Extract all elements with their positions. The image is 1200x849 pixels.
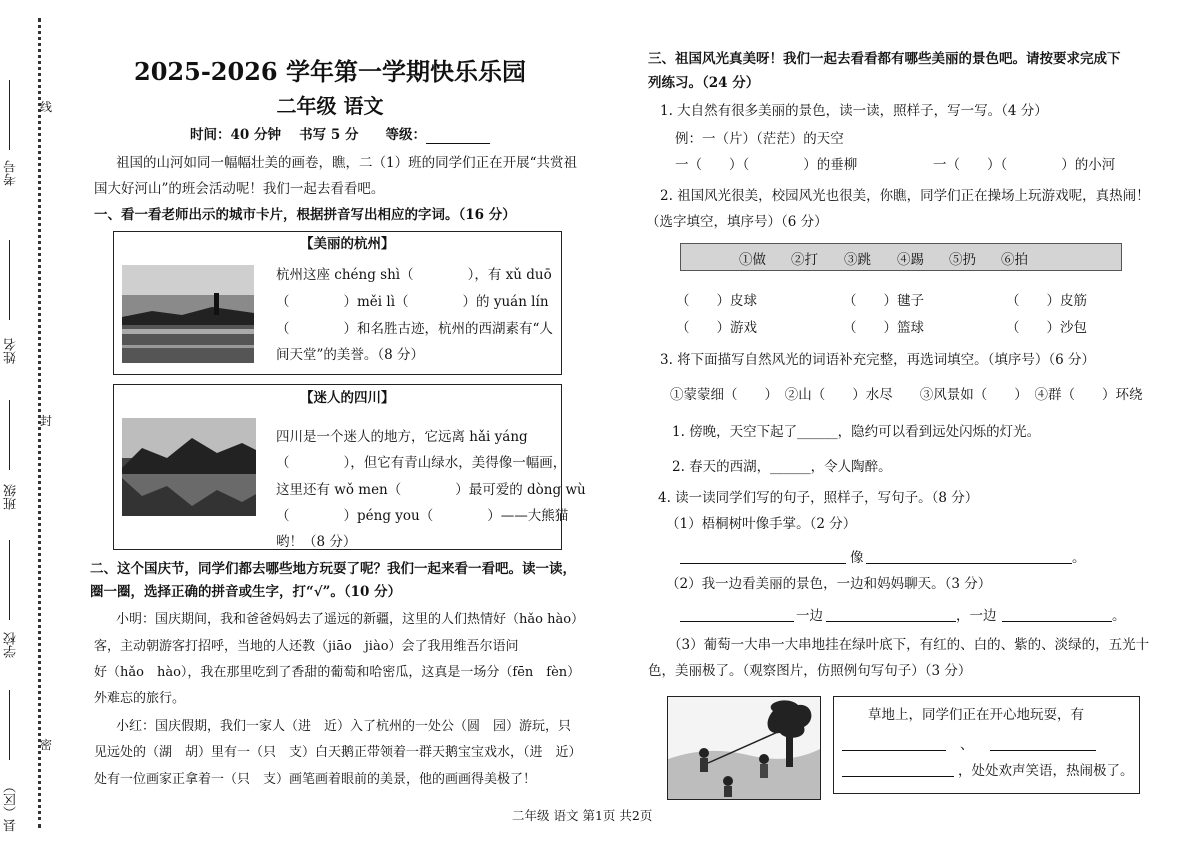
section3-heading-1: 三、祖国风光真美呀！我们一起去看看都有哪些美丽的景色吧。请按要求完成下: [648, 51, 1121, 67]
option-6: ⑥拍: [1001, 252, 1028, 268]
hangzhou-line-1: 杭州这座 chéng shì（ ），有 xǔ duō: [276, 267, 552, 283]
q1-item-1[interactable]: 一（ ）（ ）的垂柳: [675, 157, 858, 173]
q2-item-2[interactable]: （ ）毽子: [843, 293, 924, 309]
q4-b-mid-1: 一边: [796, 608, 823, 624]
xingming-label: 姓名: [4, 338, 19, 364]
xiaoming-line-2: 客，主动朝游客打招呼，当地的人还教（jiāo jiào）会了我用维吾尔语问: [94, 639, 519, 654]
sichuan-line-1: 四川是一个迷人的地方，它远离 hǎi yáng: [276, 429, 528, 445]
xiaohong-line-3: 处有一位画家正拿着一（只 支）画笔画着眼前的美景，他的画画得美极了！: [94, 772, 537, 787]
sichuan-line-3: 这里还有 wǒ men（ ）最可爱的 dòng wù: [276, 482, 586, 498]
xuexiao-label: 学校: [4, 632, 19, 658]
exam-info: [190, 126, 490, 144]
xiaoming-line-1: 小明：国庆期间，我和爸爸妈妈去了遥远的新疆，这里的人们热情好（hǎo hào）: [116, 612, 585, 627]
xian-label: 县（区）: [4, 780, 19, 832]
q4-c-box-line-1: 草地上，同学们正在开心地玩耍，有: [868, 707, 1084, 723]
q4-b-blank-3[interactable]: [1002, 621, 1112, 622]
page-footer: 二年级 语文 第1页 共2页: [512, 808, 653, 823]
grade-blank[interactable]: [426, 143, 490, 144]
q2-item-6[interactable]: （ ）沙包: [1006, 320, 1087, 336]
hangzhou-line-4: 间天堂”的美誉。（8 分）: [276, 347, 425, 363]
q2-title-2: （选字填空，填序号）（6 分）: [646, 214, 828, 230]
q2-title-1: 2. 祖国风光很美，校园风光也很美，你瞧，同学们正在操场上玩游戏呢，真热闹！: [660, 188, 1150, 204]
q4-c-blank-2[interactable]: [990, 750, 1096, 751]
xiaohong-line-2: 见远处的（湖 胡）里有一（只 支）白天鹅正带领着一群天鹅宝宝戏水，（进 近）: [94, 745, 582, 760]
section2-heading-1: 二、这个国庆节，同学们都去哪些地方玩耍了呢？我们一起来看一看吧。读一读，: [90, 561, 576, 577]
q2-item-5[interactable]: （ ）篮球: [843, 320, 924, 336]
kaohao-label: 考号: [4, 160, 19, 186]
q4-a-blank-1[interactable]: [680, 563, 846, 564]
hangzhou-line-2: （ ）měi lì（ ）的 yuán lín: [276, 294, 549, 310]
option-5: ⑤扔: [949, 252, 976, 268]
banji-label: 班级: [4, 484, 19, 510]
xian-line[interactable]: [9, 690, 10, 760]
q1-title: 1. 大自然有很多美丽的景色，读一读，照样子，写一写。（4 分）: [660, 103, 1048, 119]
q3-title: 3. 将下面描写自然风光的词语补充完整，再选词填空。（填序号）（6 分）: [660, 352, 1096, 368]
q2-options-bar: [680, 243, 1122, 271]
q2-item-1[interactable]: （ ）皮球: [676, 293, 757, 309]
q1-item-2[interactable]: 一（ ）（ ）的小河: [933, 157, 1116, 173]
q4-a-mid: 像: [850, 550, 864, 566]
xiaoming-line-3: 好（hǎo hào），我在那里吃到了香甜的葡萄和哈密瓜，这真是一场分（fēn fèn）: [94, 665, 581, 680]
q4-b-blank-1[interactable]: [680, 621, 794, 622]
hangzhou-photo: [122, 265, 254, 363]
q4-a-blank-2[interactable]: [866, 563, 1072, 564]
sichuan-line-4: （ ）péng you（ ）——大熊猫: [276, 508, 569, 524]
xiaohong-line-1: 小红：国庆假期，我们一家人（进 近）入了杭州的一处公（圆 园）游玩，只: [116, 719, 572, 734]
intro-line-1: 祖国的山河如同一幅幅壮美的画卷，瞧，二（1）班的同学们正在开展“共赏祖: [116, 155, 577, 171]
q4-c-prompt-2: 色，美丽极了。（观察图片，仿照例句写句子）（3 分）: [648, 663, 972, 679]
q4-c-blank-3[interactable]: [842, 776, 954, 777]
banji-line[interactable]: [9, 400, 10, 470]
q4-c-box-line-3: ，处处欢声笑语，热闹极了。: [958, 763, 1134, 779]
card-sichuan-title: 【迷人的四川】: [300, 390, 395, 406]
exam-title: 2025-2026 学年第一学期快乐乐园: [134, 57, 526, 86]
kaohao-line[interactable]: [9, 80, 10, 150]
q4-a-prompt: （1）梧桐树叶像手掌。（2 分）: [666, 516, 857, 532]
exam-subtitle: 二年级 语文: [276, 94, 384, 118]
seal-mark-feng: 封: [40, 414, 53, 428]
q4-c-blank-1[interactable]: [842, 750, 946, 751]
q1-example: 例：一（片）（茫茫）的天空: [675, 131, 844, 147]
exam-info-text: 时间：40 分钟 书写 5 分 等级：: [190, 127, 426, 143]
option-3: ③跳: [844, 252, 871, 268]
seal-mark-mi: 密: [40, 738, 53, 752]
sichuan-line-2: （ ），但它有青山绿水，美得像一幅画，: [276, 455, 567, 471]
kids-playing-picture: [667, 696, 821, 800]
q3-words[interactable]: ①蒙蒙细（ ） ②山（ ）水尽 ③风景如（ ） ④群（ ）环绕: [670, 387, 1143, 403]
section1-heading: 一、看一看老师出示的城市卡片，根据拼音写出相应的字词。（16 分）: [94, 207, 516, 223]
sichuan-photo: [122, 418, 256, 516]
q4-b-mid-2: ，一边: [956, 608, 997, 624]
q4-b-end: 。: [1112, 608, 1126, 624]
xingming-line[interactable]: [9, 240, 10, 320]
q4-c-prompt-1: （3）葡萄一大串一大串地挂在绿叶底下，有红的、白的、紫的、淡绿的，五光十: [668, 637, 1150, 653]
q3-sentence-2[interactable]: 2. 春天的西湖，______，令人陶醉。: [672, 459, 892, 475]
xiaoming-line-4: 外难忘的旅行。: [94, 691, 186, 706]
card-hangzhou-title: 【美丽的杭州】: [300, 236, 395, 252]
hangzhou-line-3: （ ）和名胜古迹，杭州的西湖素有“人: [276, 321, 553, 337]
section2-heading-2: 圈一圈，选择正确的拼音或生字，打“√”。（10 分）: [90, 584, 402, 600]
q4-b-prompt: （2）我一边看美丽的景色，一边和妈妈聊天。（3 分）: [666, 576, 992, 592]
q4-title: 4. 读一读同学们写的句子，照样子，写句子。（8 分）: [658, 490, 979, 506]
section3-heading-2: 列练习。（24 分）: [648, 75, 760, 91]
intro-line-2: 国大好河山”的班会活动呢！我们一起去看看吧。: [94, 181, 385, 197]
seal-mark-xian: 线: [40, 100, 53, 114]
q2-item-3[interactable]: （ ）皮筋: [1006, 293, 1087, 309]
q2-item-4[interactable]: （ ）游戏: [676, 320, 757, 336]
option-4: ④踢: [897, 252, 924, 268]
option-2: ②打: [791, 252, 818, 268]
q3-sentence-1[interactable]: 1. 傍晚，天空下起了______，隐约可以看到远处闪烁的灯光。: [672, 424, 1041, 440]
q4-c-separator: 、: [960, 737, 974, 753]
sichuan-line-5: 哟！（8 分）: [276, 534, 357, 550]
q4-b-blank-2[interactable]: [826, 621, 956, 622]
q4-a-end: 。: [1072, 550, 1086, 566]
option-1: ①做: [739, 252, 766, 268]
xuexiao-line[interactable]: [9, 540, 10, 620]
